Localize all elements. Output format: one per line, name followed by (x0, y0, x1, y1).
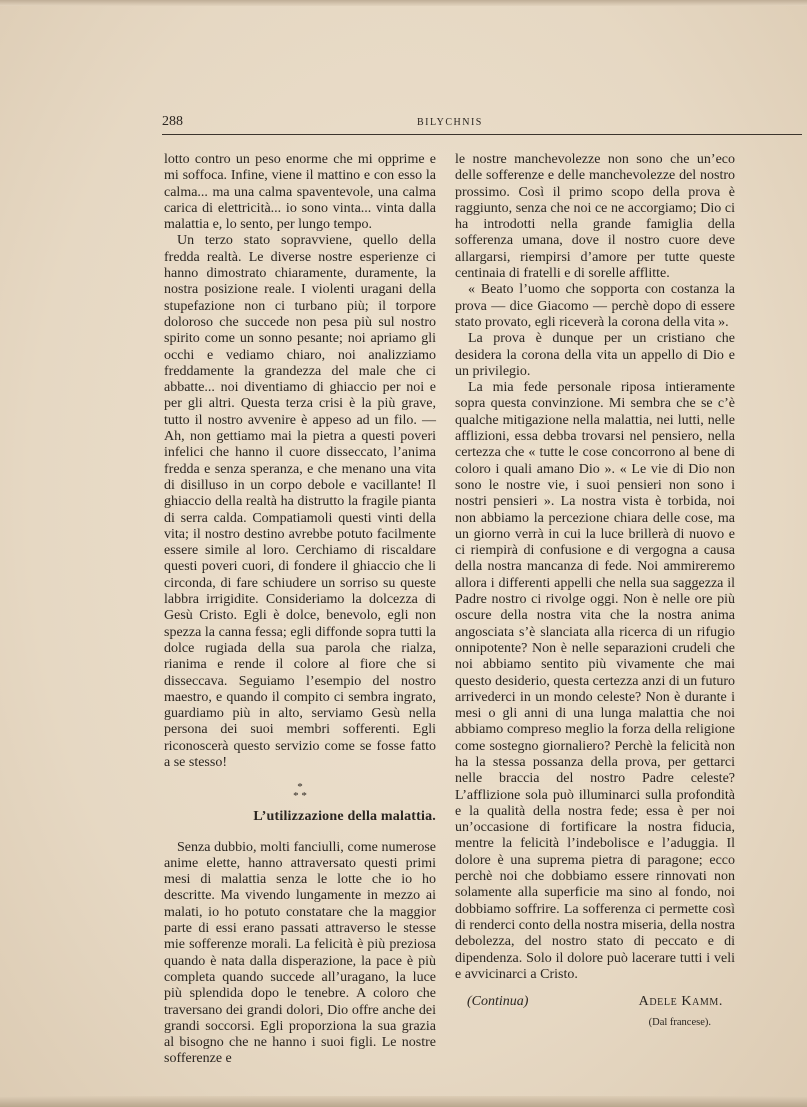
paragraph: le nostre manchevolezze non sono che un’eco delle sofferenze e delle manchevolezze del nostro prossimo. Così il primo scopo della prova è raggiunto, senza che noi ce ne accorgiamo; Dio ci ha introdotti nella grande famiglia della sofferenza umana, dove il nostro cuore deve allargarsi, riempirsi d’amore per tutte queste centinaia di fratelli e di sorelle afflitte. (455, 152, 735, 282)
asterism-bottom: * * (293, 790, 307, 803)
paragraph: La prova è dunque per un cristiano che desidera la corona della vita un appello di Dio e un privilegio. (455, 331, 735, 379)
translation-note: (Dal francese). (648, 1017, 711, 1029)
paragraph: La mia fede personale riposa intieramente sopra questa convinzione. Mi sembra che se c’è qualche mitigazione nella malattia, nei lutti, nelle afflizioni, essa debba trovarsi nel pensiero, nella certezza che « tutte le cose concorrono al bene di coloro i quali amano Dio ». « Le vie di Dio non sono le nostre vie, i suoi pensieri non sono i nostri pensieri ». La nostra vista è torbida, noi non abbiamo la percezione chiara delle cose, ma un giorno verrà in cui la luce brillerà di nuovo e ci riempirà di confusione e di vergogna a causa della nostra mancanza di fede. Noi ammireremo allora i differenti appelli che nella sua saggezza il Padre nostro ci rivolge oggi. Non è nelle ore più oscure della nostra vita che la nostra anima angosciata s’è slanciata alla ricerca di un rifugio onnipotente? Non è nelle separazioni crudeli che noi abbiamo sentito più vivamente che mai questo desiderio, questa certezza anzi di un futuro arrivederci in un mondo celeste? Non è durante i mesi o gli anni di una lunga malattia che noi abbiamo compreso meglio la forza della religione come sostegno giornaliero? Perchè la felicità non ha la stessa possanza della prova, per gettarci nelle braccia del nostro Padre celeste? L’afflizione sola può illuminarci sulla profondità e la qualità della nostra fede; essa è per noi un’occasione di fortificare la nostra fiducia, mentre la felicità l’indebolisce e l’aduggia. Il dolore è una suprema pietra di paragone; ecco perchè noi che dobbiamo essere rinnovati non solamente alla superficie ma sino al fondo, noi dobbiamo soffrire. La sofferenza ci permette così di renderci conto della nostra miseria, della nostra debolezza, del nostro stato di peccato e di dipendenza. Solo il dolore può lacerare tutti i veli e avvicinarci a Cristo. (455, 380, 735, 982)
page-bottom-edge (0, 1096, 807, 1107)
section-heading: L’utilizzazione della malattia. (253, 809, 436, 825)
right-column (455, 152, 735, 1034)
signature-block (455, 994, 735, 1034)
running-head: BILYCHNIS (417, 117, 483, 128)
author-name: Adele Kamm. (638, 994, 723, 1010)
left-column (164, 152, 436, 1068)
page-number: 288 (162, 114, 183, 129)
paragraph: Senza dubbio, molti fanciulli, come numerose anime elette, hanno attraversato questi primi mesi di malattia senza le lotte che io ho descritte. Ma vivendo lungamente in mezzo ai malati, io ho potuto constatare che la maggior parte di essi erano passati attraverso le stesse mie sofferenze morali. La felicità è più preziosa quando è nata dalla disperazione, la pace è più completa quando succede all’uragano, la luce più splendida dopo le tenebre. A coloro che traversano dei grandi dolori, Dio offre anche dei grandi soccorsi. Egli proporziona la sua grazia al bisogno che ne hanno i suoi figli. Le nostre sofferenze e (164, 839, 436, 1067)
paragraph: « Beato l’uomo che sopporta con costanza la prova — dice Giacomo — perchè dopo di essere stato provato, egli riceverà la corona della vita ». (455, 282, 735, 330)
continua-note: (Continua) (467, 994, 529, 1010)
page-header (162, 114, 802, 134)
page-top-edge (0, 0, 807, 6)
header-rule (162, 134, 802, 135)
asterism-top: * (297, 781, 303, 794)
paragraph: Un terzo stato sopravviene, quello della fredda realtà. Le diverse nostre esperienze ci hanno dimostrato chiaramente, duramente, la nostra posizione reale. I violenti uragani della stupefazione non ci turbano più; il torpore doloroso che succede non pesa più sul nostro spirito come un sonno pesante; noi apriamo gli occhi e vediamo chiaro, noi analizziamo freddamente la grandezza del male che ci abbatte... noi diventiamo di ghiaccio per noi e per gli altri. Questa terza crisi è la più grave, tutto il nostro avvenire è appeso ad un filo. — Ah, non gettiamo mai la pietra a questi poveri infelici che hanno il cuore disseccato, l’anima fredda e senza speranza, e che menano una vita di disilluso in un corpo debole e vacillante! Il ghiaccio della realtà ha distrutto la fragile pianta di serra calda. Compatiamoli questi vinti della vita; il nostro destino avrebbe potuto facilmente essere simile al loro. Cerchiamo di riscaldare questi poveri cuori, di fondere il ghiaccio che li circonda, di fare schiudere un sorriso su queste labbra irrigidite. Consideriamo la dolcezza di Gesù Cristo. Egli è dolce, benevolo, egli non spezza la canna fessa; egli diffonde sopra tutti la dolce rugiada della sua parola che rialza, rianima e rende il colore al fiore che si disseccava. Seguiamo l’esempio del nostro maestro, e quando il compito ci sembra ingrato, guardiamo più in alto, serviamo Gesù nella persona dei suoi membri sofferenti. Egli riconoscerà questo servizio come se fosse fatto a se stesso! (164, 233, 436, 770)
paragraph: lotto contro un peso enorme che mi opprime e mi soffoca. Infine, viene il mattino e con esso la calma... ma una calma spaventevole, una calma carica di elettricità... io sono vinta... vinta dalla malattia e, lo sento, per lungo tempo. (164, 152, 436, 233)
asterism (164, 783, 436, 801)
